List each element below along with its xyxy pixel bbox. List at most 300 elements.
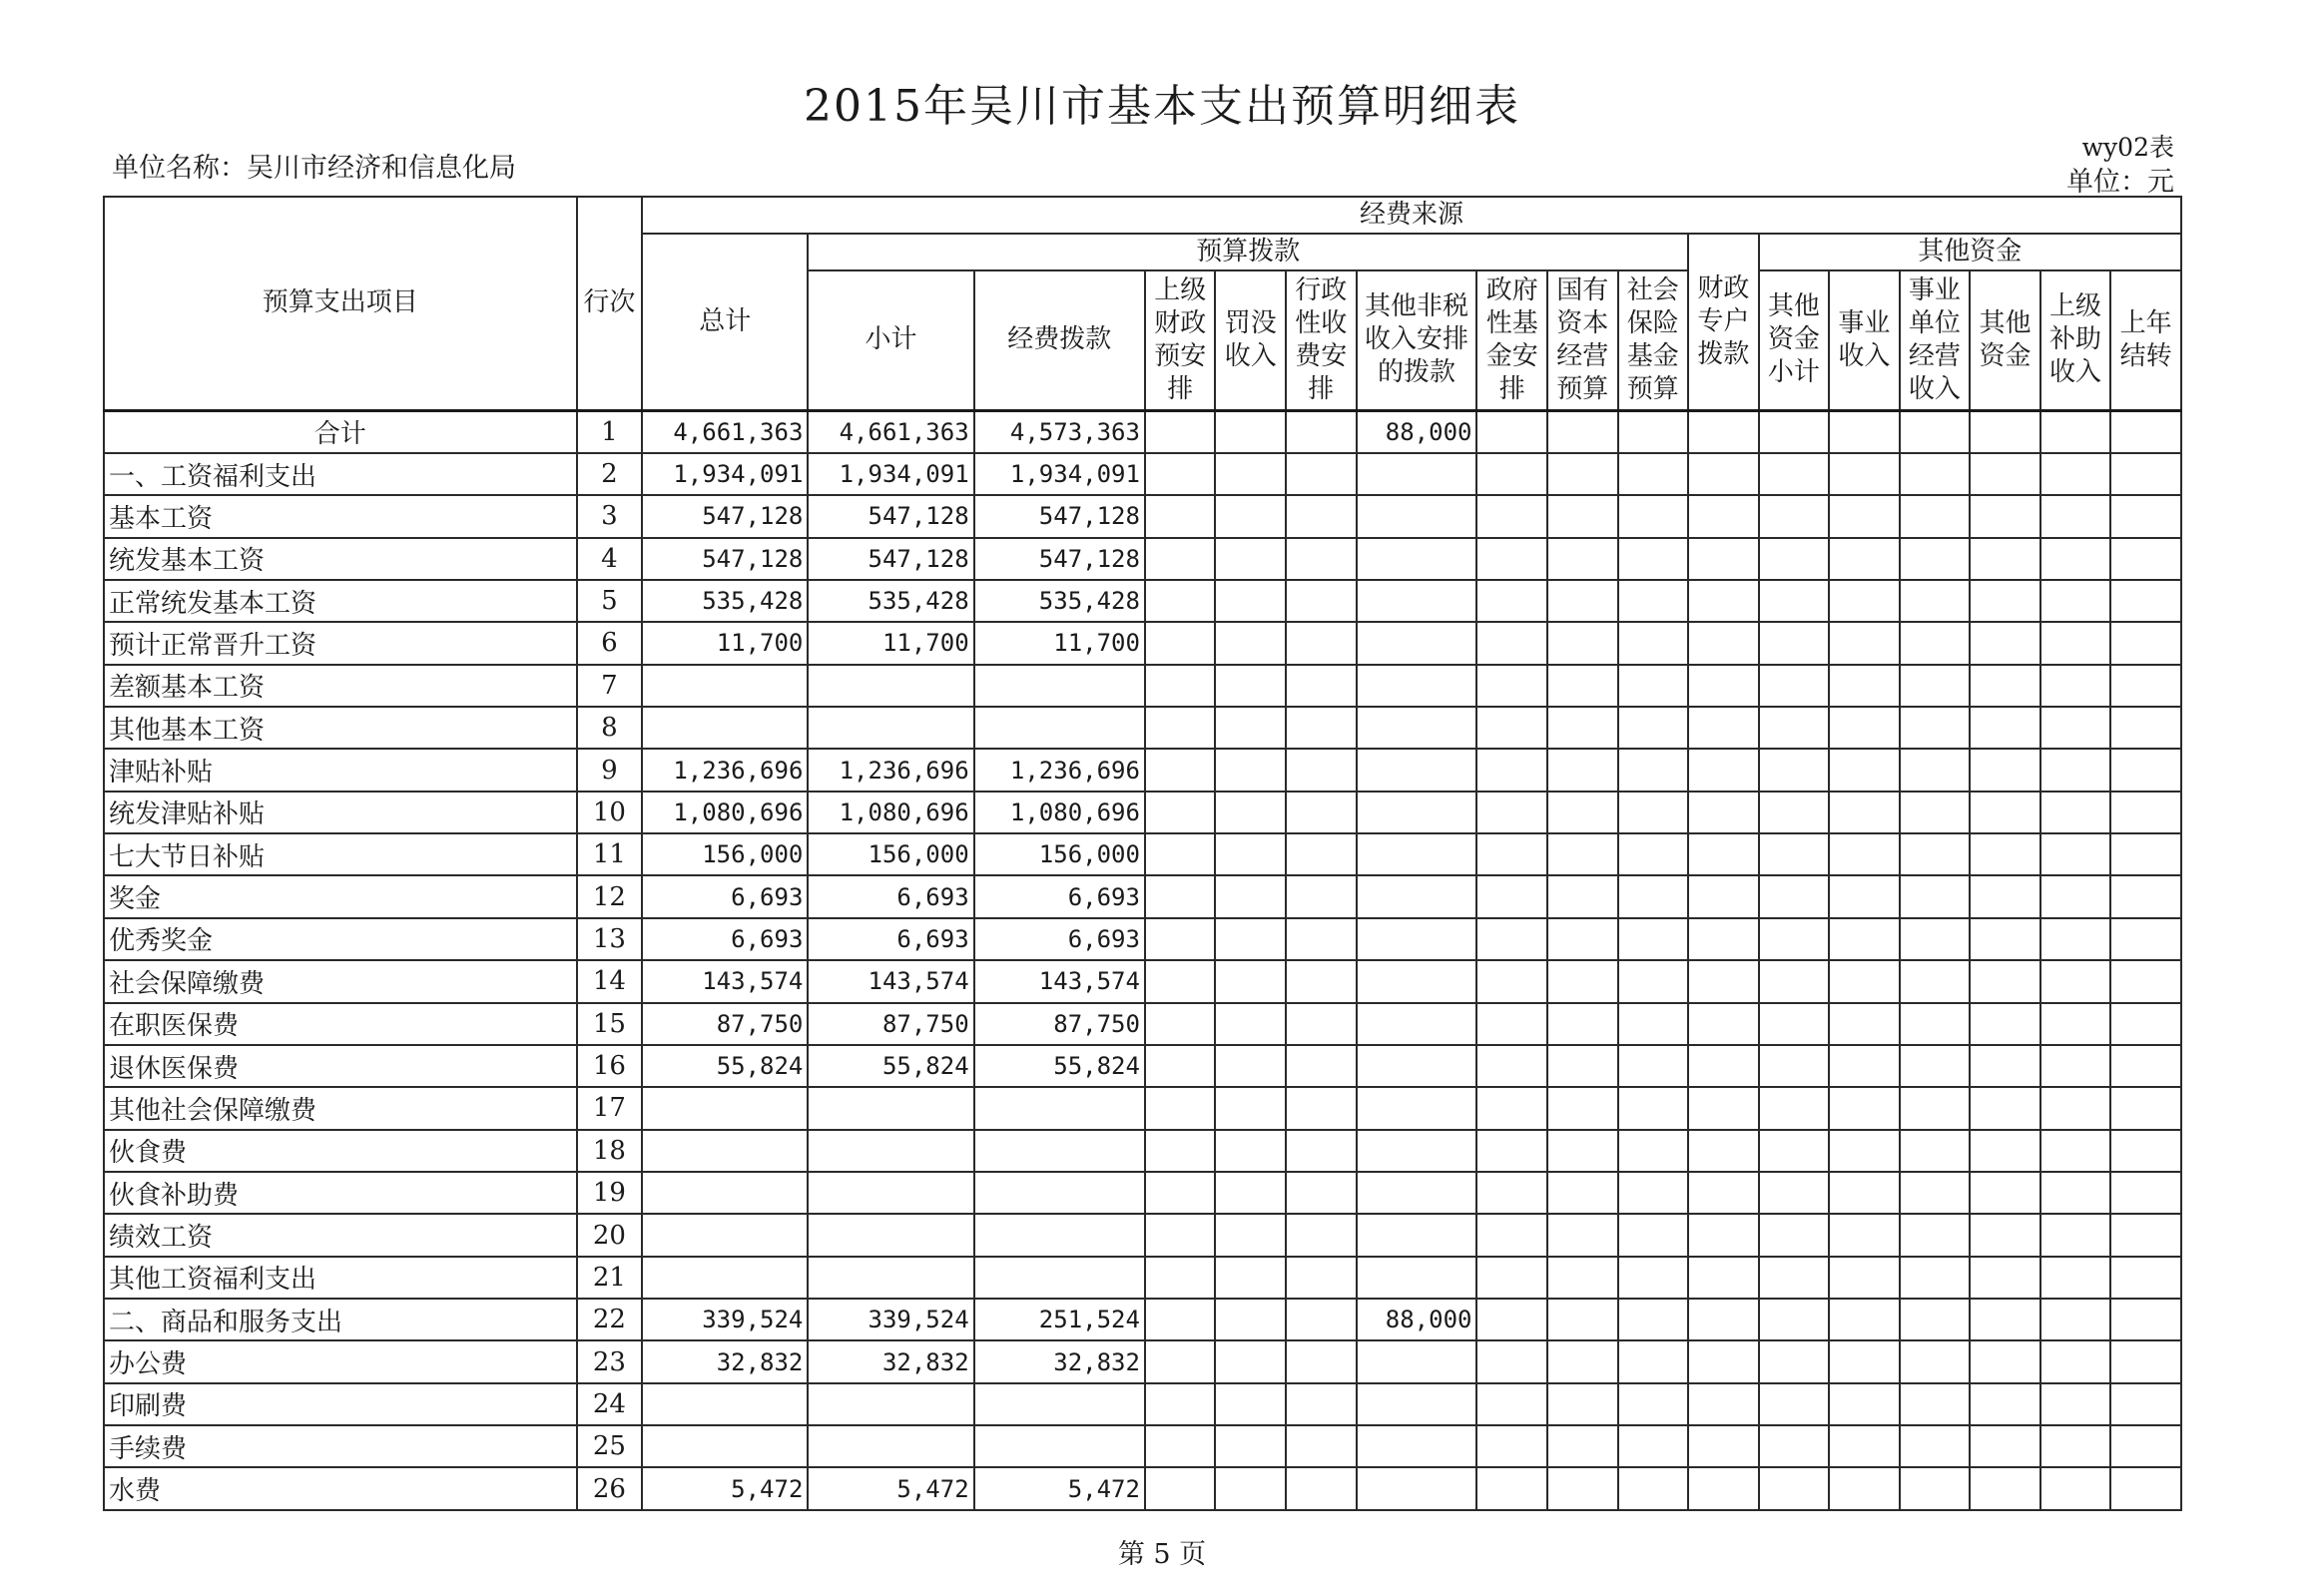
cell-operating-income <box>1900 1340 1971 1382</box>
cell-item: 水费 <box>104 1467 577 1510</box>
cell-state-capital <box>1547 1045 1618 1087</box>
cell-subtotal: 4,661,363 <box>808 410 973 453</box>
cell-carryover <box>2110 453 2181 495</box>
cell-gov-fund <box>1476 1130 1547 1172</box>
cell-fund-allocation: 87,750 <box>974 1003 1145 1045</box>
cell-other-nontax <box>1357 960 1477 1002</box>
cell-state-capital <box>1547 622 1618 664</box>
cell-social-insurance <box>1618 1425 1689 1467</box>
cell-fund-allocation: 4,573,363 <box>974 410 1145 453</box>
cell-other-nontax <box>1357 1130 1477 1172</box>
cell-upper-subsidy <box>2040 1045 2111 1087</box>
cell-row-no: 1 <box>577 410 643 453</box>
cell-other-funds-subtotal <box>1759 707 1830 749</box>
cell-subtotal <box>808 707 973 749</box>
cell-upper-subsidy <box>2040 1087 2111 1129</box>
cell-upper-subsidy <box>2040 1340 2111 1382</box>
cell-row-no: 17 <box>577 1087 643 1129</box>
cell-row-no: 6 <box>577 622 643 664</box>
cell-other-nontax <box>1357 580 1477 622</box>
cell-subtotal: 547,128 <box>808 538 973 580</box>
cell-special-fiscal <box>1688 1425 1759 1467</box>
cell-state-capital <box>1547 792 1618 833</box>
table-row <box>104 1172 2181 1214</box>
cell-business-income <box>1829 580 1900 622</box>
cell-subtotal: 6,693 <box>808 918 973 960</box>
cell-subtotal <box>808 1214 973 1256</box>
cell-other-nontax <box>1357 792 1477 833</box>
cell-fund-allocation <box>974 1383 1145 1425</box>
cell-gov-fund <box>1476 1467 1547 1510</box>
cell-penalty-income <box>1215 833 1286 875</box>
cell-operating-income <box>1900 622 1971 664</box>
cell-other-nontax <box>1357 1214 1477 1256</box>
cell-other-nontax <box>1357 1003 1477 1045</box>
table-row <box>104 960 2181 1002</box>
cell-subtotal: 535,428 <box>808 580 973 622</box>
cell-business-income <box>1829 1257 1900 1299</box>
cell-operating-income <box>1900 1425 1971 1467</box>
table-row <box>104 1045 2181 1087</box>
cell-business-income <box>1829 1467 1900 1510</box>
cell-total: 156,000 <box>642 833 808 875</box>
cell-subtotal: 5,472 <box>808 1467 973 1510</box>
cell-carryover <box>2110 1257 2181 1299</box>
cell-other-funds-subtotal <box>1759 495 1830 537</box>
cell-upper-fiscal <box>1145 1172 1216 1214</box>
cell-total: 87,750 <box>642 1003 808 1045</box>
cell-business-income <box>1829 1340 1900 1382</box>
cell-row-no: 8 <box>577 707 643 749</box>
cell-other-nontax <box>1357 1467 1477 1510</box>
cell-item: 津贴补贴 <box>104 749 577 791</box>
cell-other-nontax <box>1357 1425 1477 1467</box>
cell-subtotal: 55,824 <box>808 1045 973 1087</box>
cell-special-fiscal <box>1688 1383 1759 1425</box>
cell-row-no: 11 <box>577 833 643 875</box>
cell-business-income <box>1829 1425 1900 1467</box>
cell-subtotal <box>808 1172 973 1214</box>
cell-operating-income <box>1900 1467 1971 1510</box>
cell-admin-fee <box>1286 580 1357 622</box>
cell-state-capital <box>1547 1383 1618 1425</box>
cell-gov-fund <box>1476 833 1547 875</box>
cell-upper-subsidy <box>2040 1299 2111 1340</box>
cell-social-insurance <box>1618 1214 1689 1256</box>
cell-admin-fee <box>1286 960 1357 1002</box>
cell-state-capital <box>1547 1214 1618 1256</box>
cell-upper-subsidy <box>2040 875 2111 917</box>
cell-upper-fiscal <box>1145 918 1216 960</box>
cell-admin-fee <box>1286 1172 1357 1214</box>
cell-gov-fund <box>1476 1045 1547 1087</box>
table-row <box>104 580 2181 622</box>
cell-carryover <box>2110 1214 2181 1256</box>
cell-social-insurance <box>1618 1383 1689 1425</box>
cell-other-funds-subtotal <box>1759 1214 1830 1256</box>
cell-total: 6,693 <box>642 875 808 917</box>
cell-other-capital <box>1970 453 2040 495</box>
cell-row-no: 2 <box>577 453 643 495</box>
cell-carryover <box>2110 1467 2181 1510</box>
cell-state-capital <box>1547 707 1618 749</box>
cell-item: 印刷费 <box>104 1383 577 1425</box>
header-upper-subsidy: 上级补助收入 <box>2040 270 2111 410</box>
cell-other-nontax <box>1357 665 1477 707</box>
cell-penalty-income <box>1215 707 1286 749</box>
cell-social-insurance <box>1618 875 1689 917</box>
cell-total <box>642 707 808 749</box>
cell-row-no: 18 <box>577 1130 643 1172</box>
cell-upper-fiscal <box>1145 1003 1216 1045</box>
cell-operating-income <box>1900 1087 1971 1129</box>
currency-unit: 单位：元 <box>2066 167 2174 198</box>
header-other-capital: 其他资金 <box>1970 270 2040 410</box>
cell-operating-income <box>1900 1214 1971 1256</box>
cell-upper-fiscal <box>1145 833 1216 875</box>
cell-row-no: 14 <box>577 960 643 1002</box>
cell-carryover <box>2110 1130 2181 1172</box>
cell-business-income <box>1829 1130 1900 1172</box>
cell-other-nontax <box>1357 1087 1477 1129</box>
cell-item: 优秀奖金 <box>104 918 577 960</box>
cell-business-income <box>1829 495 1900 537</box>
cell-subtotal <box>808 1130 973 1172</box>
cell-subtotal <box>808 1383 973 1425</box>
cell-total <box>642 1257 808 1299</box>
cell-total <box>642 665 808 707</box>
cell-other-capital <box>1970 1130 2040 1172</box>
cell-social-insurance <box>1618 833 1689 875</box>
cell-other-funds-subtotal <box>1759 453 1830 495</box>
cell-row-no: 24 <box>577 1383 643 1425</box>
cell-business-income <box>1829 1087 1900 1129</box>
cell-admin-fee <box>1286 495 1357 537</box>
cell-total: 339,524 <box>642 1299 808 1340</box>
cell-item: 差额基本工资 <box>104 665 577 707</box>
cell-social-insurance <box>1618 1257 1689 1299</box>
header-funding-source: 经费来源 <box>642 197 2181 234</box>
cell-upper-subsidy <box>2040 622 2111 664</box>
cell-total <box>642 1425 808 1467</box>
cell-other-capital <box>1970 1172 2040 1214</box>
cell-other-nontax <box>1357 495 1477 537</box>
cell-state-capital <box>1547 1003 1618 1045</box>
cell-subtotal <box>808 1425 973 1467</box>
cell-business-income <box>1829 1383 1900 1425</box>
cell-item: 七大节日补贴 <box>104 833 577 875</box>
cell-total: 143,574 <box>642 960 808 1002</box>
cell-fund-allocation: 535,428 <box>974 580 1145 622</box>
cell-penalty-income <box>1215 1299 1286 1340</box>
cell-admin-fee <box>1286 707 1357 749</box>
cell-admin-fee <box>1286 833 1357 875</box>
cell-business-income <box>1829 918 1900 960</box>
cell-other-capital <box>1970 665 2040 707</box>
cell-fund-allocation <box>974 665 1145 707</box>
cell-row-no: 3 <box>577 495 643 537</box>
table-row <box>104 918 2181 960</box>
cell-operating-income <box>1900 580 1971 622</box>
cell-social-insurance <box>1618 960 1689 1002</box>
cell-special-fiscal <box>1688 622 1759 664</box>
cell-other-capital <box>1970 1467 2040 1510</box>
cell-other-funds-subtotal <box>1759 1425 1830 1467</box>
table-row <box>104 665 2181 707</box>
cell-admin-fee <box>1286 918 1357 960</box>
cell-social-insurance <box>1618 1172 1689 1214</box>
cell-penalty-income <box>1215 918 1286 960</box>
cell-row-no: 19 <box>577 1172 643 1214</box>
header-business-income: 事业收入 <box>1829 270 1900 410</box>
cell-penalty-income <box>1215 1045 1286 1087</box>
cell-other-nontax <box>1357 538 1477 580</box>
cell-admin-fee <box>1286 1257 1357 1299</box>
cell-special-fiscal <box>1688 410 1759 453</box>
cell-upper-subsidy <box>2040 495 2111 537</box>
cell-item: 伙食费 <box>104 1130 577 1172</box>
cell-penalty-income <box>1215 875 1286 917</box>
cell-special-fiscal <box>1688 833 1759 875</box>
cell-subtotal <box>808 665 973 707</box>
cell-other-capital <box>1970 1087 2040 1129</box>
cell-social-insurance <box>1618 622 1689 664</box>
cell-row-no: 4 <box>577 538 643 580</box>
cell-carryover <box>2110 1045 2181 1087</box>
cell-upper-fiscal <box>1145 875 1216 917</box>
cell-upper-fiscal <box>1145 749 1216 791</box>
cell-other-funds-subtotal <box>1759 833 1830 875</box>
cell-other-funds-subtotal <box>1759 1257 1830 1299</box>
cell-total: 547,128 <box>642 538 808 580</box>
table-body <box>104 410 2181 1510</box>
cell-item: 预计正常晋升工资 <box>104 622 577 664</box>
cell-admin-fee <box>1286 453 1357 495</box>
cell-gov-fund <box>1476 1299 1547 1340</box>
table-row <box>104 1425 2181 1467</box>
table-row <box>104 1003 2181 1045</box>
cell-item: 其他基本工资 <box>104 707 577 749</box>
cell-state-capital <box>1547 495 1618 537</box>
cell-special-fiscal <box>1688 1340 1759 1382</box>
cell-other-funds-subtotal <box>1759 749 1830 791</box>
cell-fund-allocation: 1,236,696 <box>974 749 1145 791</box>
cell-upper-subsidy <box>2040 707 2111 749</box>
header-total: 总计 <box>642 234 808 410</box>
cell-fund-allocation: 11,700 <box>974 622 1145 664</box>
cell-special-fiscal <box>1688 1087 1759 1129</box>
cell-other-nontax <box>1357 1045 1477 1087</box>
cell-operating-income <box>1900 918 1971 960</box>
cell-total: 547,128 <box>642 495 808 537</box>
cell-upper-subsidy <box>2040 1257 2111 1299</box>
table-row <box>104 792 2181 833</box>
cell-upper-fiscal <box>1145 1467 1216 1510</box>
cell-business-income <box>1829 410 1900 453</box>
cell-penalty-income <box>1215 1172 1286 1214</box>
cell-fund-allocation: 547,128 <box>974 538 1145 580</box>
header-budget-allocation: 预算拨款 <box>808 234 1688 270</box>
cell-subtotal: 1,080,696 <box>808 792 973 833</box>
cell-gov-fund <box>1476 875 1547 917</box>
cell-penalty-income <box>1215 792 1286 833</box>
cell-upper-fiscal <box>1145 1257 1216 1299</box>
cell-gov-fund <box>1476 665 1547 707</box>
cell-operating-income <box>1900 1383 1971 1425</box>
cell-carryover <box>2110 580 2181 622</box>
cell-item: 绩效工资 <box>104 1214 577 1256</box>
cell-gov-fund <box>1476 538 1547 580</box>
cell-operating-income <box>1900 875 1971 917</box>
cell-business-income <box>1829 960 1900 1002</box>
cell-carryover <box>2110 875 2181 917</box>
cell-state-capital <box>1547 833 1618 875</box>
table-row <box>104 538 2181 580</box>
cell-state-capital <box>1547 960 1618 1002</box>
cell-item: 奖金 <box>104 875 577 917</box>
cell-gov-fund <box>1476 453 1547 495</box>
cell-fund-allocation: 547,128 <box>974 495 1145 537</box>
cell-upper-fiscal <box>1145 707 1216 749</box>
cell-other-nontax <box>1357 453 1477 495</box>
cell-admin-fee <box>1286 749 1357 791</box>
cell-total: 1,080,696 <box>642 792 808 833</box>
cell-business-income <box>1829 1214 1900 1256</box>
table-row <box>104 1257 2181 1299</box>
cell-social-insurance <box>1618 749 1689 791</box>
cell-penalty-income <box>1215 538 1286 580</box>
cell-gov-fund <box>1476 1003 1547 1045</box>
cell-total <box>642 1214 808 1256</box>
cell-state-capital <box>1547 918 1618 960</box>
cell-special-fiscal <box>1688 1045 1759 1087</box>
cell-operating-income <box>1900 749 1971 791</box>
cell-other-capital <box>1970 1383 2040 1425</box>
cell-penalty-income <box>1215 410 1286 453</box>
cell-special-fiscal <box>1688 960 1759 1002</box>
cell-state-capital <box>1547 453 1618 495</box>
cell-penalty-income <box>1215 1383 1286 1425</box>
cell-other-nontax <box>1357 833 1477 875</box>
cell-carryover <box>2110 495 2181 537</box>
cell-upper-fiscal <box>1145 1087 1216 1129</box>
cell-carryover <box>2110 749 2181 791</box>
table-header <box>104 197 2181 410</box>
cell-upper-subsidy <box>2040 960 2111 1002</box>
cell-operating-income <box>1900 495 1971 537</box>
cell-total: 11,700 <box>642 622 808 664</box>
cell-other-funds-subtotal <box>1759 580 1830 622</box>
cell-gov-fund <box>1476 960 1547 1002</box>
cell-upper-subsidy <box>2040 410 2111 453</box>
cell-business-income <box>1829 833 1900 875</box>
cell-admin-fee <box>1286 1383 1357 1425</box>
cell-row-no: 16 <box>577 1045 643 1087</box>
table-row <box>104 707 2181 749</box>
cell-other-funds-subtotal <box>1759 1045 1830 1087</box>
cell-total: 1,236,696 <box>642 749 808 791</box>
cell-gov-fund <box>1476 580 1547 622</box>
cell-fund-allocation <box>974 1257 1145 1299</box>
cell-row-no: 25 <box>577 1425 643 1467</box>
cell-gov-fund <box>1476 1383 1547 1425</box>
cell-other-funds-subtotal <box>1759 1087 1830 1129</box>
cell-operating-income <box>1900 707 1971 749</box>
cell-total <box>642 1172 808 1214</box>
cell-admin-fee <box>1286 792 1357 833</box>
cell-state-capital <box>1547 1340 1618 1382</box>
cell-business-income <box>1829 1172 1900 1214</box>
cell-admin-fee <box>1286 875 1357 917</box>
cell-penalty-income <box>1215 1340 1286 1382</box>
cell-carryover <box>2110 1003 2181 1045</box>
cell-carryover <box>2110 410 2181 453</box>
table-row <box>104 622 2181 664</box>
cell-row-no: 13 <box>577 918 643 960</box>
cell-fund-allocation: 5,472 <box>974 1467 1145 1510</box>
table-row <box>104 1130 2181 1172</box>
cell-business-income <box>1829 792 1900 833</box>
cell-special-fiscal <box>1688 1172 1759 1214</box>
cell-gov-fund <box>1476 707 1547 749</box>
cell-item: 退休医保费 <box>104 1045 577 1087</box>
table-row <box>104 495 2181 537</box>
cell-social-insurance <box>1618 918 1689 960</box>
cell-upper-fiscal <box>1145 1425 1216 1467</box>
cell-gov-fund <box>1476 1172 1547 1214</box>
cell-upper-subsidy <box>2040 1003 2111 1045</box>
cell-special-fiscal <box>1688 453 1759 495</box>
cell-operating-income <box>1900 538 1971 580</box>
header-item: 预算支出项目 <box>104 197 577 410</box>
cell-upper-fiscal <box>1145 1130 1216 1172</box>
cell-total: 1,934,091 <box>642 453 808 495</box>
cell-admin-fee <box>1286 622 1357 664</box>
cell-social-insurance <box>1618 410 1689 453</box>
cell-other-capital <box>1970 707 2040 749</box>
cell-penalty-income <box>1215 622 1286 664</box>
cell-fund-allocation: 32,832 <box>974 1340 1145 1382</box>
cell-row-no: 12 <box>577 875 643 917</box>
cell-item: 其他社会保障缴费 <box>104 1087 577 1129</box>
cell-total <box>642 1383 808 1425</box>
cell-other-funds-subtotal <box>1759 875 1830 917</box>
cell-upper-subsidy <box>2040 792 2111 833</box>
cell-item: 基本工资 <box>104 495 577 537</box>
cell-special-fiscal <box>1688 1467 1759 1510</box>
cell-other-funds-subtotal <box>1759 1172 1830 1214</box>
cell-gov-fund <box>1476 1340 1547 1382</box>
cell-state-capital <box>1547 1425 1618 1467</box>
cell-other-capital <box>1970 875 2040 917</box>
cell-other-funds-subtotal <box>1759 1383 1830 1425</box>
cell-upper-fiscal <box>1145 622 1216 664</box>
cell-subtotal <box>808 1087 973 1129</box>
cell-operating-income <box>1900 1003 1971 1045</box>
cell-row-no: 15 <box>577 1003 643 1045</box>
cell-carryover <box>2110 1172 2181 1214</box>
cell-carryover <box>2110 960 2181 1002</box>
cell-social-insurance <box>1618 580 1689 622</box>
cell-other-funds-subtotal <box>1759 410 1830 453</box>
cell-carryover <box>2110 1340 2181 1382</box>
cell-upper-fiscal <box>1145 453 1216 495</box>
table-row <box>104 749 2181 791</box>
cell-other-capital <box>1970 1003 2040 1045</box>
cell-subtotal: 6,693 <box>808 875 973 917</box>
cell-upper-subsidy <box>2040 580 2111 622</box>
cell-admin-fee <box>1286 1003 1357 1045</box>
